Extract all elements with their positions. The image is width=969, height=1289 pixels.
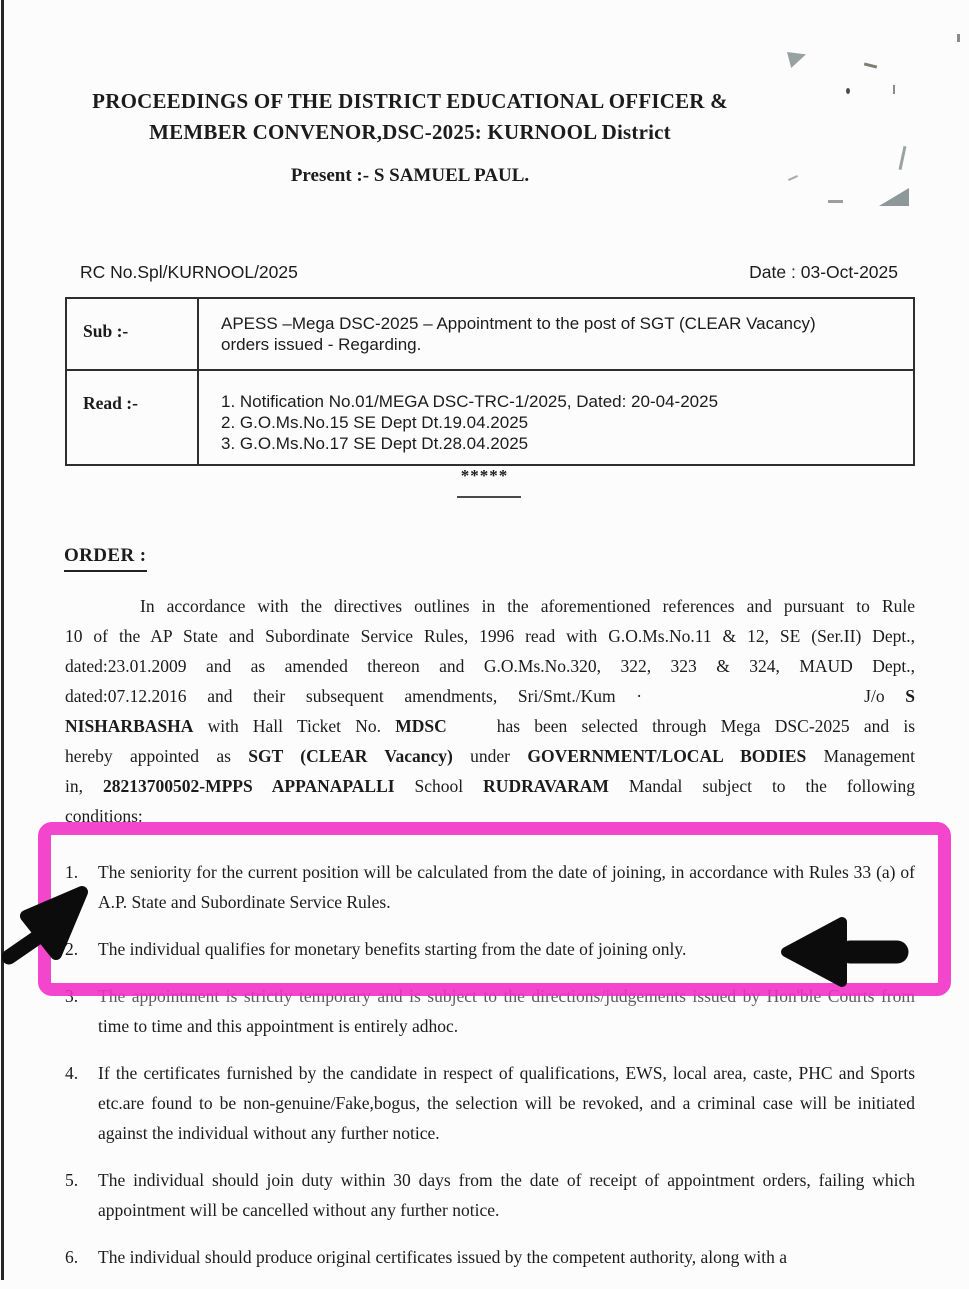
- emphasis-text: GOVERNMENT/LOCAL BODIES: [527, 746, 807, 766]
- condition-number: 5.: [65, 1170, 79, 1190]
- document-title-line1: PROCEEDINGS OF THE DISTRICT EDUCATIONAL OFFICER &: [92, 89, 728, 113]
- subject-line: APESS –Mega DSC-2025 – Appointment to the post of SGT (CLEAR Vacancy): [221, 314, 816, 333]
- condition-item: [65, 981, 915, 1041]
- subject-line: orders issued - Regarding.: [221, 335, 422, 354]
- read-item: 2. G.O.Ms.No.15 SE Dept Dt.19.04.2025: [221, 413, 529, 432]
- annotation-arrow-left-icon: [778, 910, 910, 990]
- rc-number: RC No.Spl/KURNOOL/2025: [80, 262, 298, 282]
- scan-artifact-triangle: [787, 52, 806, 68]
- paragraph-line: [65, 621, 915, 651]
- condition-number: 2.: [65, 939, 79, 959]
- condition-number: 1.: [65, 862, 79, 882]
- body-text: School: [394, 776, 484, 796]
- subject-row: [66, 298, 914, 370]
- emphasis-text: SGT (CLEAR Vacancy): [248, 746, 453, 766]
- body-text: Mandal subject to the following: [608, 776, 915, 796]
- paragraph-line: [65, 771, 915, 801]
- paragraph-line: [65, 651, 915, 681]
- asterisk-separator: *****: [460, 466, 509, 485]
- paragraph-line: [65, 801, 915, 831]
- read-item: 1. Notification No.01/MEGA DSC-TRC-1/2025, Dated: 20-04-2025: [221, 392, 719, 411]
- annotation-arrow-northeast-icon: [2, 884, 97, 966]
- body-text: dated:23.01.2009 and as amended thereon and G.O.Ms.No.320, 322, 323 & 324, MAUD Dept.,: [65, 656, 915, 676]
- issue-date: Date : 03-Oct-2025: [749, 262, 898, 282]
- body-text: under: [452, 746, 528, 766]
- body-text: In accordance with the directives outlines in the aforementioned references and pursuant to Rule: [140, 596, 915, 616]
- scan-artifact-mark: [788, 175, 798, 181]
- scan-artifact-mark: [893, 85, 895, 94]
- scan-artifact-mark: [828, 200, 843, 203]
- condition-item: [65, 1242, 915, 1272]
- condition-text: If the certificates furnished by the candidate in respect of qualifications, EWS, local area, caste, PHC and Sports etc.are found to be non-genuine/Fake,bogus, the selection will be revoked, and a criminal case will be initiated against the individual without any further notice.: [98, 1063, 915, 1143]
- scan-artifact-mark: [957, 34, 960, 42]
- scan-artifact-mark: [846, 88, 850, 94]
- emphasis-text: 28213700502-MPPS APPANAPALLI: [103, 776, 395, 796]
- condition-text: The appointment is strictly temporary and is subject to the directions/judgements issued by Hon'ble Courts from time to time and this appointment is entirely adhoc.: [98, 986, 915, 1036]
- condition-text: The individual should produce original certificates issued by the competent authority, along with a: [98, 1247, 787, 1267]
- condition-text: The individual should join duty within 30 days from the date of receipt of appointment orders, failing which appointment will be cancelled without any further notice.: [98, 1170, 915, 1220]
- scan-artifact-mark: [864, 62, 877, 68]
- present-line: Present :- S SAMUEL PAUL.: [290, 165, 530, 186]
- body-text: has been selected through Mega DSC-2025 and is: [496, 716, 915, 736]
- emphasis-text: MDSC: [395, 716, 447, 736]
- paragraph-line: [65, 681, 915, 711]
- emphasis-text: RUDRAVARAM: [483, 776, 609, 796]
- scan-artifact-mark: [899, 146, 907, 170]
- condition-item: [65, 857, 915, 917]
- body-text: conditions:: [65, 806, 143, 826]
- body-text: with Hall Ticket No.: [193, 716, 396, 736]
- separator-underline: [457, 496, 521, 498]
- read-items: [198, 370, 914, 465]
- body-text: Management: [806, 746, 915, 766]
- reference-line: [80, 262, 898, 283]
- scan-edge-line: [1, 0, 4, 1280]
- condition-number: 6.: [65, 1247, 79, 1267]
- read-label: Read :-: [66, 370, 198, 465]
- condition-text: The seniority for the current position will be calculated from the date of joining, in accordance with Rules 33 (a) of A.P. State and Subordinate Service Rules.: [98, 862, 915, 912]
- paragraph-line: [65, 711, 915, 741]
- condition-item: [65, 1165, 915, 1225]
- condition-item: [65, 1058, 915, 1148]
- reference-table: [65, 297, 915, 466]
- document-title-line2: MEMBER CONVENOR,DSC-2025: KURNOOL District: [149, 120, 671, 144]
- subject-label: Sub :-: [66, 298, 198, 370]
- condition-text: The individual qualifies for monetary benefits starting from the date of joining only.: [98, 939, 687, 959]
- condition-number: 4.: [65, 1063, 79, 1083]
- condition-number: 3.: [65, 986, 79, 1006]
- read-row: [66, 370, 914, 465]
- document-title: [80, 86, 740, 148]
- emphasis-text: NISHARBASHA: [65, 716, 194, 736]
- body-text: 10 of the AP State and Subordinate Service Rules, 1996 read with G.O.Ms.No.11 & 12, SE (Ser.II) Dept.,: [65, 626, 915, 646]
- order-heading: ORDER :: [64, 545, 147, 572]
- scan-artifact-triangle: [879, 188, 909, 206]
- emphasis-text: S: [905, 686, 915, 706]
- read-item: 3. G.O.Ms.No.17 SE Dept Dt.28.04.2025: [221, 434, 529, 453]
- body-text: J/o: [864, 686, 906, 706]
- paragraph-line: [65, 591, 915, 621]
- subject-text: [198, 298, 914, 370]
- body-text: in,: [65, 776, 103, 796]
- order-paragraph: [65, 591, 915, 831]
- body-text: hereby appointed as: [65, 746, 249, 766]
- paragraph-line: [65, 741, 915, 771]
- body-text: dated:07.12.2016 and their subsequent amendments, Sri/Smt./Kum ·: [65, 686, 643, 706]
